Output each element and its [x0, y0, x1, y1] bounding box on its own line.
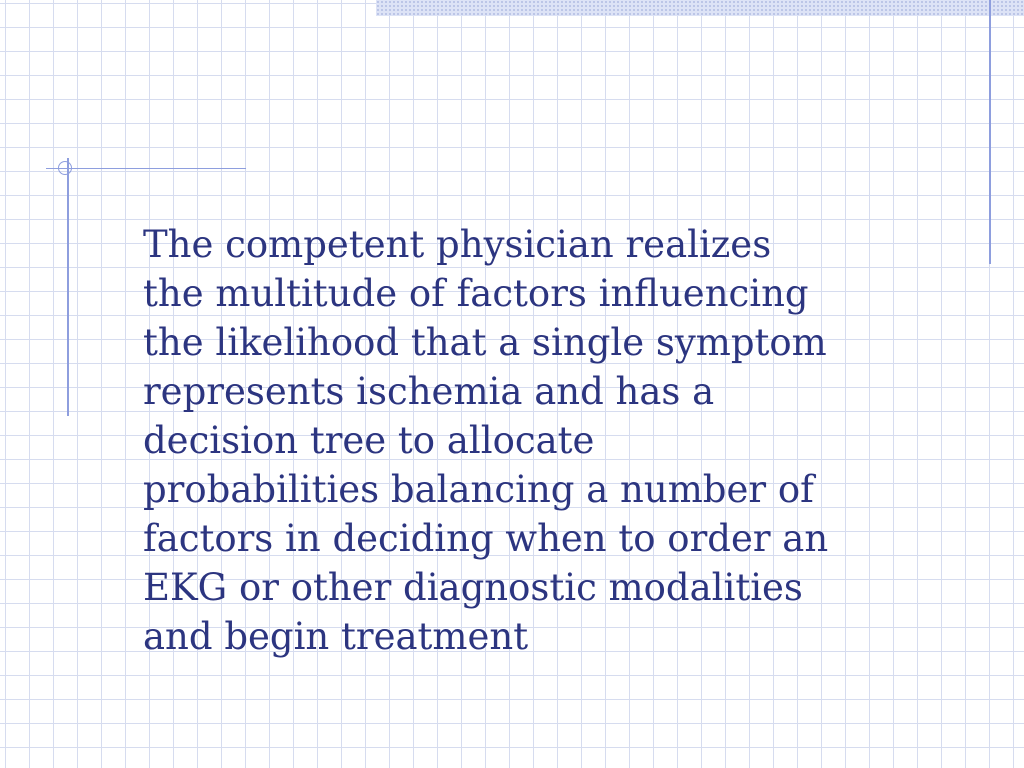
slide-body-text: The competent physician realizes the multitude of factors influencing the likelihood that a single symptom represents ischemia and has a decision tree to allocate probabilities balancing a number of factors in deciding when to order an EKG or other diagnostic modalities and begin treatment [143, 223, 829, 658]
horizontal-accent-rule [46, 168, 246, 169]
ring-ornament-icon [58, 161, 72, 175]
right-vertical-rule [989, 0, 991, 264]
top-decorative-band [376, 0, 1024, 16]
vertical-accent-rule [67, 158, 69, 416]
